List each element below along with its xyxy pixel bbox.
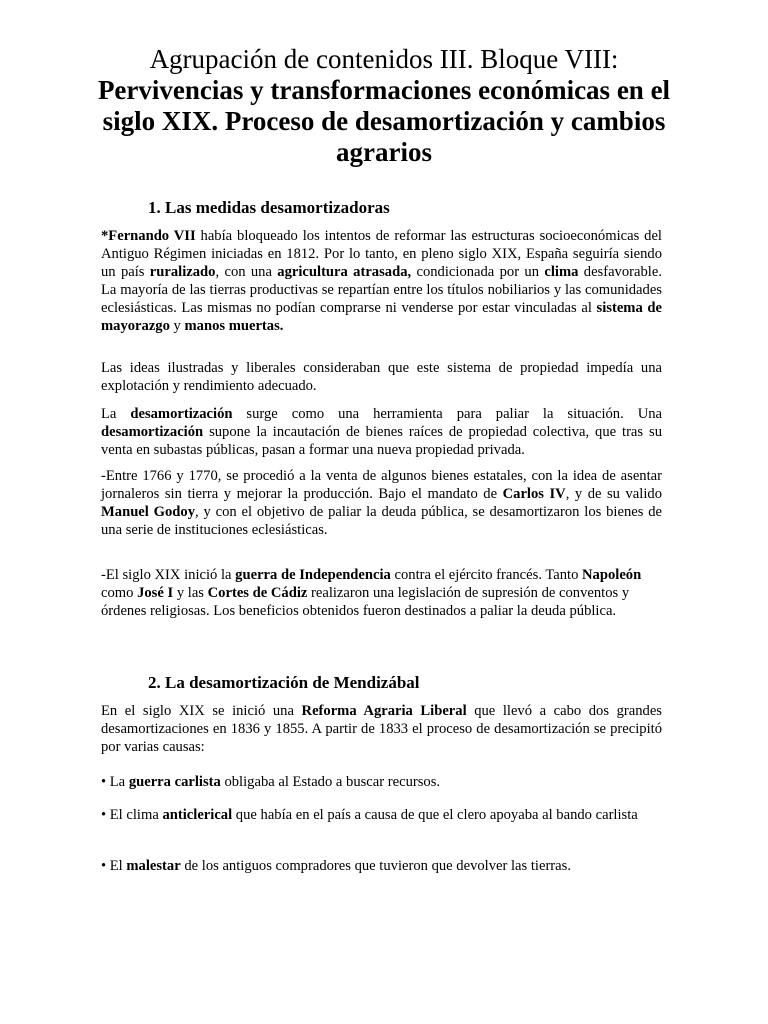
bullet-item-malestar	[101, 857, 662, 875]
section-1-paragraph-5	[101, 566, 662, 620]
section-1-paragraph-3	[101, 405, 662, 459]
bold-text-run: Carlos IV	[502, 486, 566, 502]
bold-text-run: Cortes de Cádiz	[207, 585, 308, 601]
text-run: y	[169, 318, 185, 334]
text-run: -Entre 1766 y 1770, se procedió a la venta de algunos bienes estatales, con la idea de asentar jornaleros sin tierra y mejorar la producción. Bajo el mandato de	[101, 468, 662, 502]
bold-text-run: agricultura atrasada,	[277, 264, 412, 280]
text-run: En el siglo XIX se inició una	[101, 703, 302, 719]
bold-text-run: malestar	[126, 858, 181, 874]
bold-text-run: manos muertas.	[184, 318, 284, 334]
text-run: supone la incautación de bienes raíces de propiedad colectiva, que tras su venta en subastas públicas, pasan a formar una nueva propiedad privada.	[101, 424, 662, 458]
text-run: había bloqueado los intentos de reformar las estructuras socioeconómicas del Antiguo Régimen iniciadas en 1812. Por lo tanto, en pleno siglo XIX, España seguiría siendo un país	[101, 228, 662, 280]
text-run: Las ideas ilustradas y liberales consideraban que este sistema de propiedad impedía una explotación y rendimiento adecuado.	[101, 360, 662, 394]
title-line-2: Pervivencias y transformaciones económicas en el siglo XIX. Proceso de desamortización y cambios agrarios	[97, 75, 671, 167]
bold-text-run: guerra de Independencia	[235, 567, 391, 583]
text-run: La	[101, 406, 131, 422]
section-1-paragraph-1	[101, 227, 662, 335]
bold-text-run: Manuel Godoy	[101, 504, 196, 520]
text-run: que llevó a cabo dos grandes desamortizaciones en 1836 y 1855. A partir de 1833 el proceso de desamortización se precipitó por varias causas:	[101, 703, 662, 755]
text-run: contra el ejército francés. Tanto	[390, 567, 583, 583]
text-run: • El	[101, 858, 127, 874]
text-run: obligaba al Estado a buscar recursos.	[220, 774, 441, 790]
title-line-1: Agrupación de contenidos III. Bloque VIII:	[149, 44, 619, 74]
bold-text-run: sistema de mayorazgo	[101, 300, 662, 334]
text-run: , y de su valido	[565, 486, 662, 502]
section-1-paragraph-2	[101, 359, 662, 395]
text-run: -El siglo XIX inició la	[101, 567, 236, 583]
text-run: como	[101, 585, 138, 601]
text-run: que había en el país a causa de que el clero apoyaba al bando carlista	[232, 807, 638, 823]
bold-text-run: ruralizado	[149, 264, 216, 280]
bold-text-run: anticlerical	[162, 807, 233, 823]
bold-text-run: desamortización	[101, 424, 204, 440]
section-2-paragraph-1	[101, 702, 662, 756]
text-run: • El clima	[101, 807, 163, 823]
text-run: surge como una herramienta para paliar la situación. Una	[232, 406, 663, 422]
text-run: , y con el objetivo de paliar la deuda pública, se desamortizaron los bienes de una serie de instituciones eclesiásticas.	[101, 504, 662, 538]
bold-text-run: clima	[544, 264, 579, 280]
bold-text-run: Napoleón	[582, 567, 642, 583]
section-1-heading: 1. Las medidas desamortizadoras	[148, 198, 390, 217]
bold-text-run: Reforma Agraria Liberal	[301, 703, 467, 719]
text-run: realizaron una legislación de supresión de conventos y órdenes religiosas. Los beneficios obtenidos fueron destinados a paliar la deuda pública.	[101, 585, 630, 619]
text-run: , con una	[215, 264, 278, 280]
bold-text-run: guerra carlista	[128, 774, 221, 790]
text-run: de los antiguos compradores que tuvieron que devolver las tierras.	[180, 858, 571, 874]
bold-text-run: *Fernando VII	[101, 228, 196, 244]
text-run: condicionada por un	[411, 264, 545, 280]
bold-text-run: desamortización	[130, 406, 233, 422]
text-run: • La	[101, 774, 129, 790]
bullet-item-guerra-carlista	[101, 773, 662, 791]
section-2-heading: 2. La desamortización de Mendizábal	[148, 673, 420, 692]
text-run: y las	[173, 585, 208, 601]
document-title	[80, 44, 688, 168]
section-1-paragraph-4	[101, 467, 662, 539]
bullet-item-clima-anticlerical	[101, 806, 662, 824]
bold-text-run: José I	[137, 585, 174, 601]
text-run: desfavorable. La mayoría de las tierras productivas se repartían entre los títulos nobiliarios y las comunidades eclesiásticas. Las mismas no podían comprarse ni venderse por estar vinculadas al	[101, 264, 662, 316]
